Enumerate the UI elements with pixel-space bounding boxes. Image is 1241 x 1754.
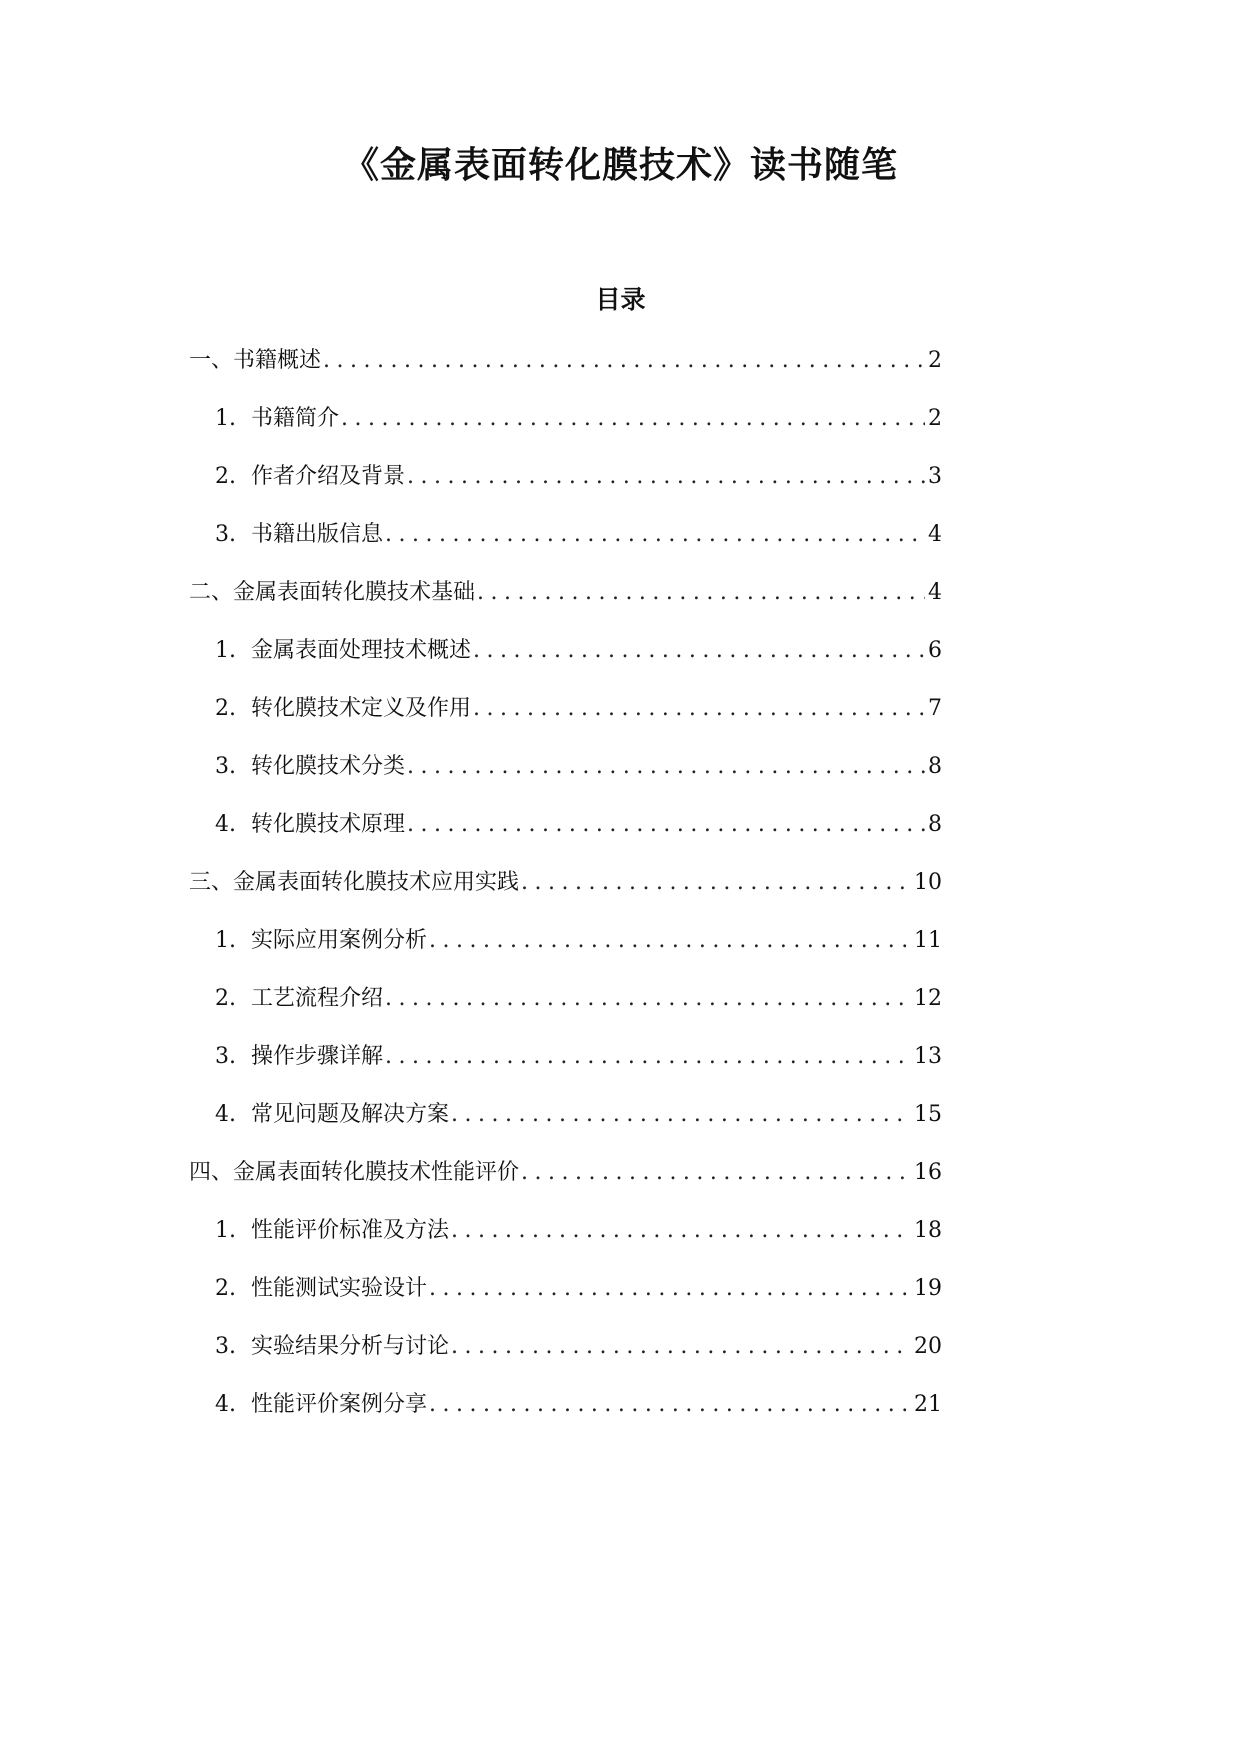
dot-leader [383, 984, 911, 1014]
toc-entry-number: 2. [215, 986, 236, 1011]
toc-entry-number: 1. [215, 928, 236, 953]
toc-entry-number: 2. [215, 696, 236, 721]
dot-leader [405, 462, 925, 492]
toc-entry-label: 实验结果分析与讨论 [251, 1334, 450, 1359]
dot-leader [475, 578, 925, 608]
toc-entry-page-number: 10 [914, 870, 942, 895]
dot-leader [449, 1100, 911, 1130]
document-title: 《金属表面转化膜技术》读书随笔 [342, 145, 898, 186]
toc-entry-number: 3. [215, 522, 236, 547]
toc-entry-page-number: 21 [914, 1392, 942, 1417]
toc-subsection-entry[interactable] [215, 752, 942, 782]
toc-entry-number: 4. [215, 1102, 236, 1127]
toc-section-entry[interactable] [189, 578, 942, 608]
toc-entry-label: 实际应用案例分析 [251, 928, 428, 953]
dot-leader [321, 346, 925, 376]
toc-entry-label: 转化膜技术定义及作用 [251, 696, 472, 721]
toc-entry-page-number: 12 [914, 986, 942, 1011]
toc-heading: 目录 [595, 285, 646, 314]
toc-subsection-entry[interactable] [215, 694, 942, 724]
toc-entry-label: 二、金属表面转化膜技术基础 [189, 580, 476, 605]
dot-leader [449, 1332, 911, 1362]
dot-leader [427, 1274, 911, 1304]
dot-leader [519, 1158, 911, 1188]
toc-subsection-entry[interactable] [215, 1274, 942, 1304]
toc-entry-label: 三、金属表面转化膜技术应用实践 [189, 870, 520, 895]
dot-leader [383, 520, 925, 550]
toc-entry-label: 性能评价案例分享 [251, 1392, 428, 1417]
toc-entry-label: 操作步骤详解 [251, 1044, 384, 1069]
toc-subsection-entry[interactable] [215, 984, 942, 1014]
dot-leader [427, 1390, 911, 1420]
toc-entry-page-number: 16 [914, 1160, 942, 1185]
toc-subsection-entry[interactable] [215, 926, 942, 956]
toc-entry-label: 作者介绍及背景 [251, 464, 406, 489]
toc-entry-number: 1. [215, 638, 236, 663]
toc-section-entry[interactable] [189, 868, 942, 898]
toc-entry-label: 四、金属表面转化膜技术性能评价 [189, 1160, 520, 1185]
dot-leader [427, 926, 911, 956]
dot-leader [383, 1042, 911, 1072]
toc-entry-label: 性能测试实验设计 [251, 1276, 428, 1301]
toc-entry-label: 性能评价标准及方法 [251, 1218, 450, 1243]
toc-subsection-entry[interactable] [215, 810, 942, 840]
toc-entry-number: 4. [215, 1392, 236, 1417]
toc-entry-page-number: 11 [914, 928, 942, 953]
toc-entry-page-number: 20 [914, 1334, 942, 1359]
dot-leader [405, 810, 925, 840]
toc-entry-label: 转化膜技术原理 [251, 812, 406, 837]
toc-subsection-entry[interactable] [215, 1216, 942, 1246]
toc-entry-number: 3. [215, 754, 236, 779]
toc-entry-page-number: 8 [928, 754, 942, 779]
toc-entry-label: 转化膜技术分类 [251, 754, 406, 779]
toc-subsection-entry[interactable] [215, 1100, 942, 1130]
toc-entry-page-number: 15 [914, 1102, 942, 1127]
toc-entry-label: 书籍出版信息 [251, 522, 384, 547]
toc-entry-page-number: 6 [928, 638, 942, 663]
toc-entry-label: 工艺流程介绍 [251, 986, 384, 1011]
toc-subsection-entry[interactable] [215, 462, 942, 492]
toc-subsection-entry[interactable] [215, 636, 942, 666]
toc-entry-page-number: 19 [914, 1276, 942, 1301]
toc-entry-number: 1. [215, 1218, 236, 1243]
toc-entry-number: 2. [215, 1276, 236, 1301]
toc-entry-page-number: 2 [928, 406, 942, 431]
toc-entry-page-number: 4 [928, 580, 942, 605]
toc-entry-page-number: 3 [928, 464, 942, 489]
toc-entry-number: 1. [215, 406, 236, 431]
toc-entry-number: 3. [215, 1334, 236, 1359]
dot-leader [339, 404, 925, 434]
dot-leader [519, 868, 911, 898]
toc-entry-number: 2. [215, 464, 236, 489]
dot-leader [471, 636, 925, 666]
toc-subsection-entry[interactable] [215, 1390, 942, 1420]
toc-entry-page-number: 4 [928, 522, 942, 547]
toc-subsection-entry[interactable] [215, 404, 942, 434]
toc-subsection-entry[interactable] [215, 520, 942, 550]
toc-section-entry[interactable] [189, 1158, 942, 1188]
dot-leader [449, 1216, 911, 1246]
toc-entry-label: 书籍简介 [251, 406, 340, 431]
toc-subsection-entry[interactable] [215, 1042, 942, 1072]
dot-leader [405, 752, 925, 782]
toc-entry-page-number: 18 [914, 1218, 942, 1243]
toc-entry-label: 常见问题及解决方案 [251, 1102, 450, 1127]
toc-entry-page-number: 7 [928, 696, 942, 721]
toc-entry-page-number: 8 [928, 812, 942, 837]
dot-leader [471, 694, 925, 724]
toc-entry-number: 3. [215, 1044, 236, 1069]
toc-entry-page-number: 2 [928, 348, 942, 373]
toc-entry-number: 4. [215, 812, 236, 837]
toc-section-entry[interactable] [189, 346, 942, 376]
toc-subsection-entry[interactable] [215, 1332, 942, 1362]
toc-entry-page-number: 13 [914, 1044, 942, 1069]
toc-entry-label: 金属表面处理技术概述 [251, 638, 472, 663]
toc-entry-label: 一、书籍概述 [189, 348, 322, 373]
